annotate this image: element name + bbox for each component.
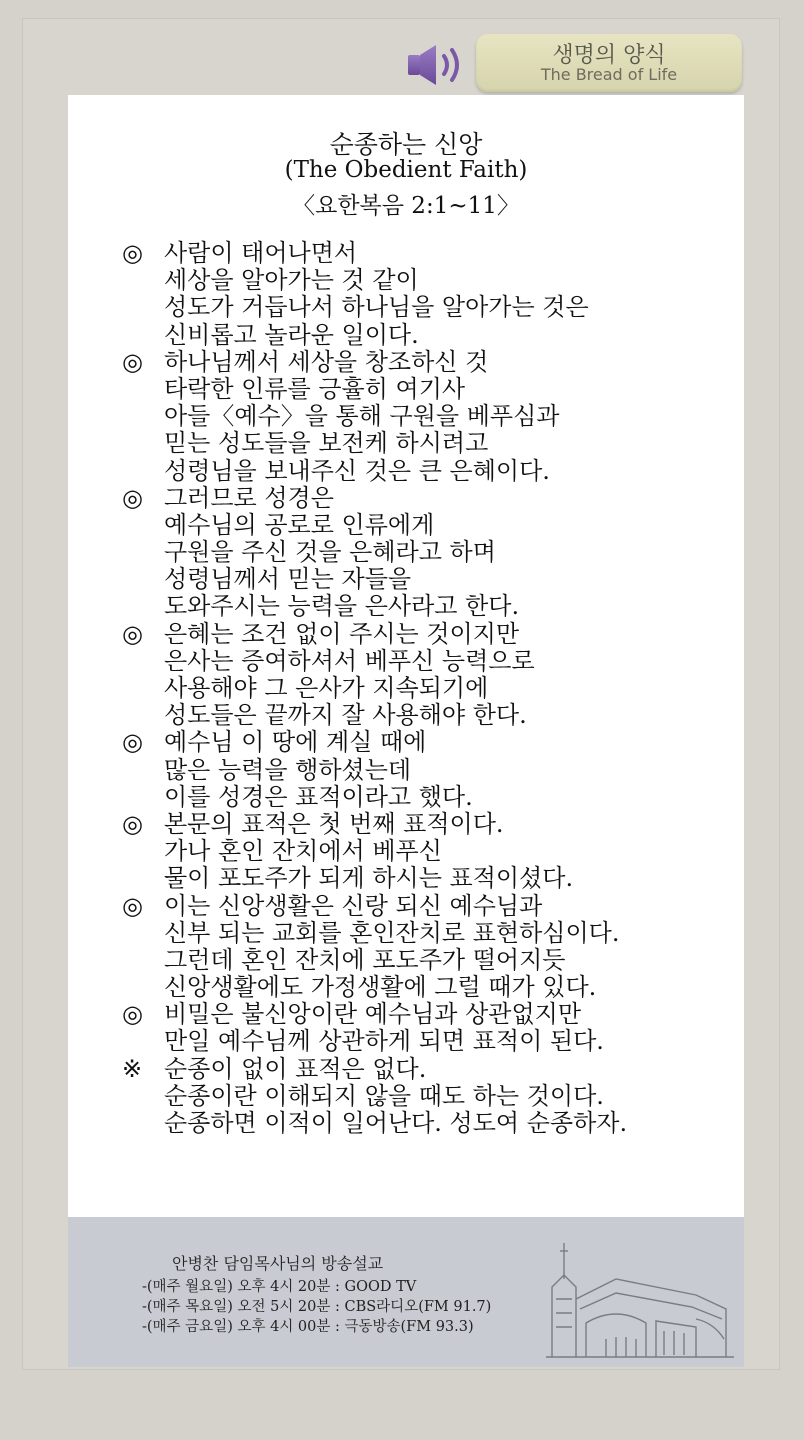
- sermon-line: [122, 621, 742, 648]
- line-text: 은혜는 조건 없이 주시는 것이지만: [164, 619, 520, 648]
- schedule-item: -(매주 목요일) 오전 5시 20분 : CBS라디오(FM 91.7): [142, 1299, 492, 1315]
- sermon-line: [122, 893, 742, 920]
- bullet-mark: ◎: [122, 483, 143, 512]
- bullet-mark: ◎: [122, 728, 143, 757]
- sermon-line: [122, 349, 742, 376]
- sermon-line: [122, 485, 742, 512]
- line-text: 하나님께서 세상을 창조하신 것: [164, 347, 489, 376]
- sermon-line: [122, 1110, 742, 1137]
- line-text: 본문의 표적은 첫 번째 표적이다.: [164, 809, 504, 838]
- sermon-line: [122, 566, 742, 593]
- sermon-line: [122, 757, 742, 784]
- line-text: 세상을 알아가는 것 같이: [164, 266, 419, 295]
- line-text: 아들〈예수〉을 통해 구원을 베푸심과: [164, 402, 560, 431]
- line-text: 순종이란 이해되지 않을 때도 하는 것이다.: [164, 1081, 604, 1110]
- brand-title-korean: 생명의 양식: [552, 43, 666, 68]
- line-text: 믿는 성도들을 보전케 하시려고: [164, 429, 489, 458]
- line-text: 물이 포도주가 되게 하시는 표적이셨다.: [164, 864, 574, 893]
- sermon-title: 순종하는 신앙: [329, 130, 483, 159]
- line-text: 신비롭고 놀라운 일이다.: [164, 320, 419, 349]
- line-text: 많은 능력을 행하셨는데: [164, 755, 412, 784]
- sermon-line: [122, 947, 742, 974]
- sermon-line: [122, 1056, 742, 1083]
- sermon-line: [122, 322, 742, 349]
- speaker-icon[interactable]: [405, 42, 469, 88]
- brand-badge: [476, 34, 742, 92]
- line-text: 만일 예수님께 상관하게 되면 표적이 된다.: [164, 1027, 604, 1056]
- sermon-line: [122, 403, 742, 430]
- line-text: 가나 혼인 잔치에서 베푸신: [164, 837, 442, 866]
- sermon-body: [122, 240, 742, 1137]
- broadcast-info-panel: [68, 1217, 744, 1367]
- sermon-line: [122, 539, 742, 566]
- line-text: 타락한 인류를 긍휼히 여기사: [164, 374, 466, 403]
- line-text: 사람이 태어나면서: [164, 239, 358, 267]
- sermon-line: [122, 1028, 742, 1055]
- line-text: 신앙생활에도 가정생활에 그럴 때가 있다.: [164, 973, 597, 1002]
- church-building-image: [546, 1239, 734, 1359]
- line-text: 성령님께서 믿는 자들을: [164, 565, 412, 594]
- line-text: 이는 신앙생활은 신랑 되신 예수님과: [164, 891, 543, 920]
- sermon-subtitle: (The Obedient Faith): [284, 157, 528, 183]
- line-text: 그러므로 성경은: [164, 483, 334, 512]
- bullet-mark: ◎: [122, 239, 143, 267]
- line-text: 신부 되는 교회를 혼인잔치로 표현하심이다.: [164, 918, 620, 947]
- schedule-item: -(매주 금요일) 오후 4시 00분 : 극동방송(FM 93.3): [142, 1319, 474, 1335]
- line-text: 순종하면 이적이 일어난다. 성도여 순종하자.: [164, 1109, 628, 1137]
- sermon-line: [122, 974, 742, 1001]
- bullet-mark: ◎: [122, 809, 143, 838]
- broadcast-title: 안병찬 담임목사님의 방송설교: [172, 1254, 384, 1273]
- sermon-line: [122, 267, 742, 294]
- sermon-line: [122, 648, 742, 675]
- line-text: 구원을 주신 것을 은혜라고 하며: [164, 538, 496, 567]
- bullet-mark: ◎: [122, 1000, 143, 1029]
- line-text: 성도들은 끝까지 잘 사용해야 한다.: [164, 701, 527, 730]
- schedule-item: -(매주 월요일) 오후 4시 20분 : GOOD TV: [142, 1279, 417, 1295]
- sermon-card: [68, 95, 744, 1217]
- sermon-line: [122, 865, 742, 892]
- sermon-line: [122, 512, 742, 539]
- sermon-line: [122, 811, 742, 838]
- brand-title-english: The Bread of Life: [540, 65, 678, 84]
- line-text: 비밀은 불신앙이란 예수님과 상관없지만: [164, 1000, 582, 1029]
- sermon-line: [122, 240, 742, 267]
- sermon-line: [122, 784, 742, 811]
- sermon-line: [122, 1083, 742, 1110]
- sermon-line: [122, 729, 742, 756]
- sermon-line: [122, 920, 742, 947]
- bullet-mark: ◎: [122, 619, 143, 648]
- scripture-reference: 〈요한복음 2:1~11〉: [292, 193, 520, 219]
- line-text: 성령님을 보내주신 것은 큰 은혜이다.: [164, 456, 550, 485]
- bullet-mark: ◎: [122, 891, 143, 920]
- line-text: 이를 성경은 표적이라고 했다.: [164, 782, 473, 811]
- line-text: 도와주시는 능력을 은사라고 한다.: [164, 592, 520, 621]
- sermon-line: [122, 376, 742, 403]
- line-text: 그런데 혼인 잔치에 포도주가 떨어지듯: [164, 945, 566, 974]
- sermon-line: [122, 294, 742, 321]
- sermon-line: [122, 430, 742, 457]
- line-text: 은사는 증여하셔서 베푸신 능력으로: [164, 646, 535, 675]
- bullet-mark: ◎: [122, 347, 143, 376]
- line-text: 예수님의 공로로 인류에게: [164, 510, 435, 539]
- sermon-line: [122, 593, 742, 620]
- line-text: 성도가 거듭나서 하나님을 알아가는 것은: [164, 293, 589, 322]
- line-text: 순종이 없이 표적은 없다.: [164, 1054, 427, 1083]
- sermon-line: [122, 702, 742, 729]
- sermon-line: [122, 1001, 742, 1028]
- line-text: 사용해야 그 은사가 지속되기에: [164, 674, 489, 702]
- sermon-line: [122, 675, 742, 702]
- line-text: 예수님 이 땅에 계실 때에: [164, 728, 427, 757]
- sermon-line: [122, 458, 742, 485]
- sermon-line: [122, 838, 742, 865]
- bullet-mark: ※: [122, 1054, 143, 1083]
